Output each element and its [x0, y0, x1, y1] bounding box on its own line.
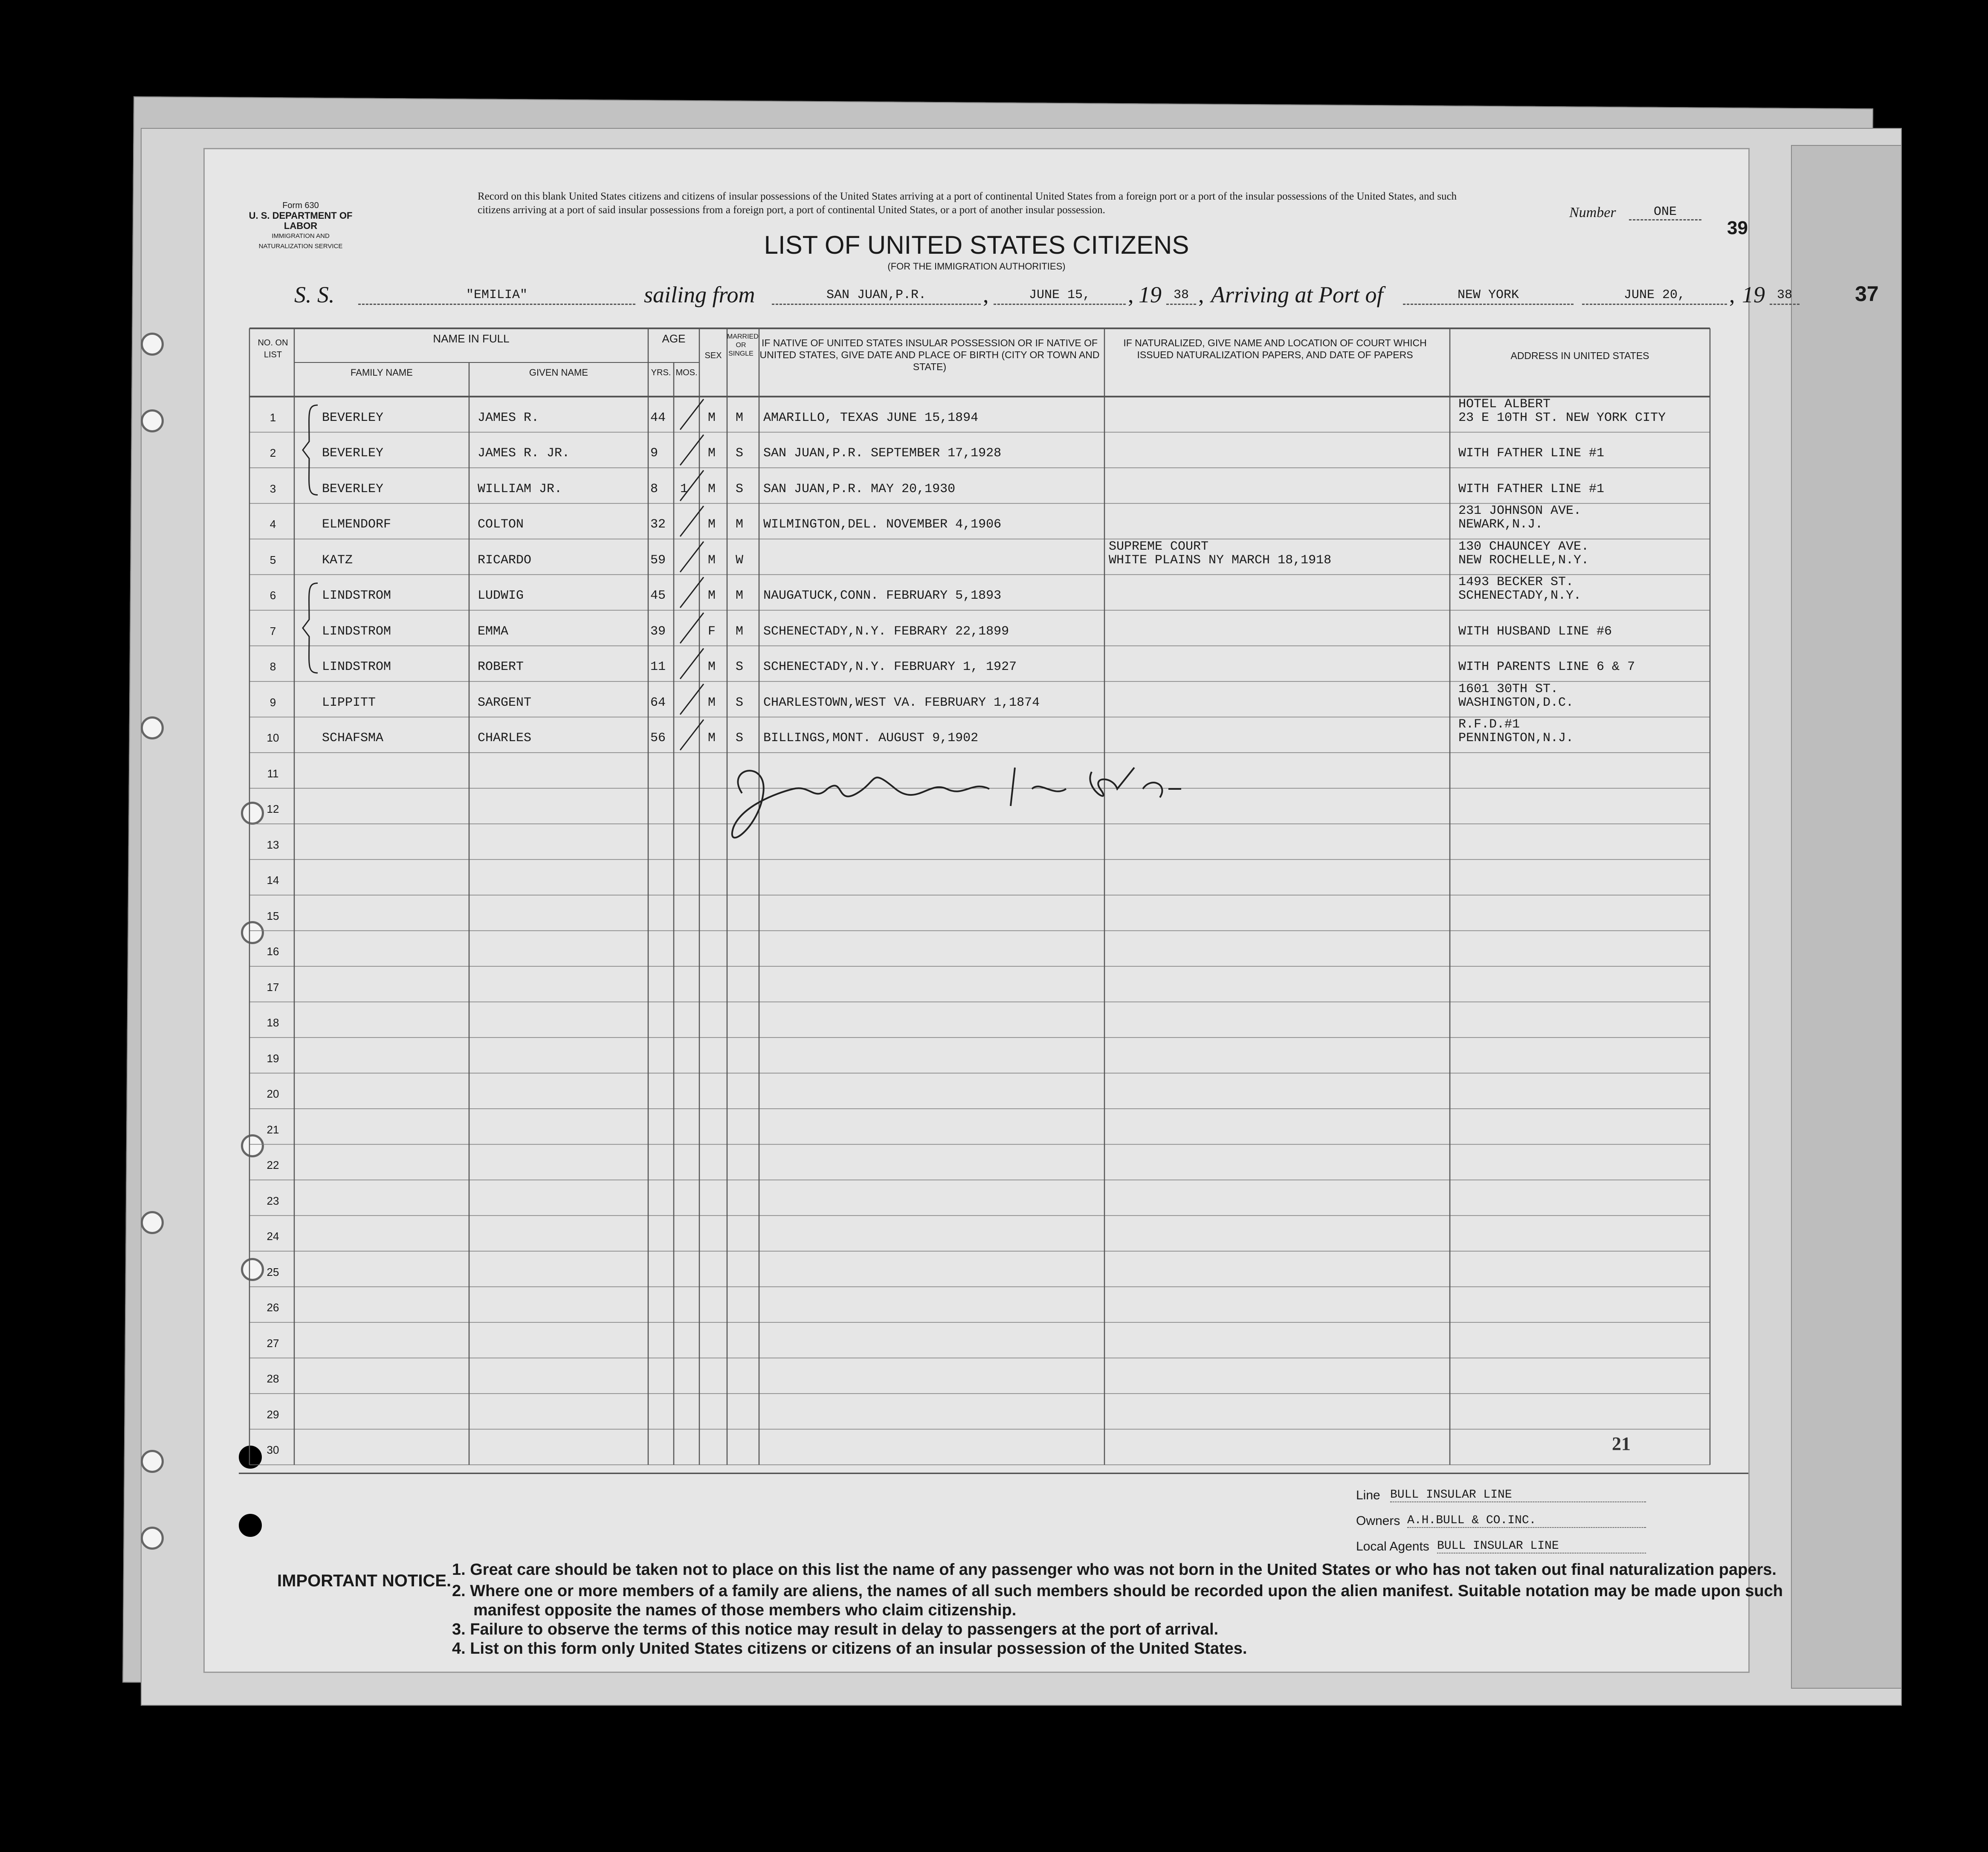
- family-name: KATZ: [322, 553, 353, 568]
- birth-place-date: SAN JUAN,P.R. SEPTEMBER 17,1928: [763, 446, 1002, 461]
- year-prefix: 19: [1139, 282, 1162, 307]
- notice-1: 1. Great care should be taken not to place on this list the name of any passenger who was not born in the United States or who has not taken out final naturalization papers.: [452, 1561, 1776, 1579]
- service: IMMIGRATION AND NATURALIZATION SERVICE: [258, 232, 343, 250]
- ship-name: "EMILIA": [358, 287, 635, 305]
- address-line-1: 1601 30TH ST.: [1458, 681, 1559, 696]
- row-number: 2: [270, 446, 276, 460]
- given-name: LUDWIG: [478, 588, 524, 603]
- address-line-1: R.F.D.#1: [1458, 717, 1520, 732]
- age-years: 45: [650, 588, 666, 603]
- sailing-from-port: SAN JUAN,P.R.: [772, 287, 981, 305]
- department: U. S. DEPARTMENT OF LABOR: [249, 210, 353, 231]
- address-line-2: 23 E 10TH ST. NEW YORK CITY: [1458, 410, 1666, 425]
- marital-status: S: [736, 660, 744, 675]
- birth-place-date: SCHENECTADY,N.Y. FEBRARY 22,1899: [763, 624, 1009, 639]
- row-number: 20: [267, 1087, 279, 1101]
- row-number: 13: [267, 838, 279, 851]
- notice-2: 2. Where one or more members of a family are aliens, the names of all such members should be recorded upon the alien manifest. Suitable notation may be made upon such: [452, 1582, 1783, 1600]
- row-number: 9: [270, 696, 276, 709]
- row-number: 19: [267, 1052, 279, 1065]
- header-married-single: MARRIED OR SINGLE: [727, 333, 759, 357]
- family-name: BEVERLEY: [322, 481, 384, 496]
- given-name: RICARDO: [478, 553, 532, 568]
- sail-date: JUNE 15,: [994, 287, 1126, 305]
- family-name: SCHAFSMA: [322, 731, 384, 746]
- header-sex: SEX: [704, 351, 722, 360]
- line-value: BULL INSULAR LINE: [1390, 1488, 1646, 1502]
- binder-hole: [141, 1211, 164, 1234]
- page-stamp: 21: [1612, 1433, 1631, 1454]
- arrival-port: NEW YORK: [1403, 287, 1574, 305]
- header-birth: IF NATIVE OF UNITED STATES INSULAR POSSESSION OR IF NATIVE OF UNITED STATES, GIVE DATE AND PLACE OF BIRTH (CITY OR TOWN AND STATE): [759, 337, 1100, 372]
- line-label: Line: [1356, 1488, 1380, 1502]
- sailing-from-label: sailing from: [644, 282, 755, 307]
- family-bracket: [303, 583, 318, 673]
- tick-mark: [680, 649, 704, 679]
- address-line-2: PENNINGTON,N.J.: [1458, 731, 1574, 746]
- address-line-2: WITH PARENTS LINE 6 & 7: [1458, 660, 1635, 675]
- header-name-in-full: NAME IN FULL: [433, 332, 510, 345]
- address-line-1: 231 JOHNSON AVE.: [1458, 504, 1582, 519]
- address-line-2: WITH FATHER LINE #1: [1458, 481, 1605, 496]
- tick-mark: [680, 399, 704, 430]
- agents-value: BULL INSULAR LINE: [1437, 1539, 1646, 1553]
- given-name: CHARLES: [478, 731, 532, 746]
- address-line-2: NEW ROCHELLE,N.Y.: [1458, 553, 1589, 568]
- header-address: ADDRESS IN UNITED STATES: [1510, 350, 1649, 361]
- age-years: 9: [650, 446, 658, 461]
- number-label: Number: [1569, 205, 1616, 220]
- marital-status: S: [736, 731, 744, 746]
- sex: M: [708, 446, 716, 461]
- address-line-2: WITH HUSBAND LINE #6: [1458, 624, 1612, 639]
- binder-hole: [141, 1450, 164, 1473]
- family-name: BEVERLEY: [322, 410, 384, 425]
- row-number: 1: [270, 411, 276, 424]
- family-name: ELMENDORF: [322, 517, 391, 532]
- family-name: LINDSTROM: [322, 624, 391, 639]
- given-name: EMMA: [478, 624, 509, 639]
- marital-status: M: [736, 624, 744, 639]
- row-number: 30: [267, 1443, 279, 1457]
- age-years: 39: [650, 624, 666, 639]
- corner-page-number: 39: [1727, 217, 1748, 238]
- notice-4: 4. List on this form only United States citizens or citizens of an insular possession of the United States.: [452, 1640, 1247, 1658]
- form-subtitle: (FOR THE IMMIGRATION AUTHORITIES): [887, 261, 1066, 272]
- sex: M: [708, 517, 716, 532]
- given-name: SARGENT: [478, 695, 532, 710]
- binder-hole: [141, 409, 164, 432]
- tick-mark: [680, 720, 704, 751]
- given-name: WILLIAM JR.: [478, 481, 562, 496]
- tick-mark: [680, 542, 704, 572]
- family-name: LIPPITT: [322, 695, 376, 710]
- sex: M: [708, 553, 716, 568]
- row-number: 14: [267, 874, 279, 887]
- tick-mark: [680, 435, 704, 466]
- age-years: 32: [650, 517, 666, 532]
- row-number: 12: [267, 803, 279, 816]
- row-number: 26: [267, 1301, 279, 1314]
- family-bracket: [303, 405, 318, 495]
- notice-2-cont: manifest opposite the names of those members who claim citizenship.: [473, 1601, 1017, 1619]
- header-age: AGE: [662, 332, 686, 345]
- birth-place-date: BILLINGS,MONT. AUGUST 9,1902: [763, 731, 979, 746]
- arriving-label: Arriving at Port of: [1211, 282, 1383, 307]
- family-name: BEVERLEY: [322, 446, 384, 461]
- naturalization-details: WHITE PLAINS NY MARCH 18,1918: [1109, 553, 1332, 568]
- marital-status: M: [736, 410, 744, 425]
- sex: M: [708, 695, 716, 710]
- arrival-date: JUNE 20,: [1582, 287, 1727, 305]
- row-number: 29: [267, 1408, 279, 1421]
- birth-place-date: WILMINGTON,DEL. NOVEMBER 4,1906: [763, 517, 1002, 532]
- comma: ,: [1128, 282, 1134, 307]
- binder-hole: [141, 716, 164, 739]
- address-line-1: 130 CHAUNCEY AVE.: [1458, 539, 1589, 554]
- owners-value: A.H.BULL & CO.INC.: [1407, 1514, 1646, 1528]
- notice-3: 3. Failure to observe the terms of this notice may result in delay to passengers at the port of arrival.: [452, 1620, 1219, 1638]
- birth-place-date: NAUGATUCK,CONN. FEBRUARY 5,1893: [763, 588, 1002, 603]
- tick-mark: [680, 684, 704, 715]
- row-number: 22: [267, 1159, 279, 1172]
- address-line-2: WITH FATHER LINE #1: [1458, 446, 1605, 461]
- row-number: 6: [270, 589, 276, 602]
- tick-mark: [680, 506, 704, 537]
- naturalization-court: SUPREME COURT: [1109, 539, 1209, 554]
- address-line-2: SCHENECTADY,N.Y.: [1458, 588, 1582, 603]
- age-years: 59: [650, 553, 666, 568]
- age-years: 11: [650, 660, 666, 675]
- row-number: 21: [267, 1123, 279, 1136]
- given-name: JAMES R. JR.: [478, 446, 570, 461]
- family-name: LINDSTROM: [322, 660, 391, 675]
- row-number: 7: [270, 624, 276, 638]
- marital-status: M: [736, 588, 744, 603]
- age-months: 1: [680, 481, 688, 496]
- age-years: 8: [650, 481, 658, 496]
- number-value: ONE: [1629, 205, 1701, 220]
- ss-label: S. S.: [294, 282, 335, 307]
- row-number: 23: [267, 1194, 279, 1207]
- notice-label: IMPORTANT NOTICE.: [277, 1571, 452, 1590]
- sex: M: [708, 588, 716, 603]
- comma: ,: [1198, 282, 1204, 307]
- row-number: 25: [267, 1265, 279, 1278]
- header-naturalized: IF NATURALIZED, GIVE NAME AND LOCATION OF COURT WHICH ISSUED NATURALIZATION PAPERS, AND DATE OF PAPERS: [1123, 337, 1427, 360]
- instructions: Record on this blank United States citizens and citizens of insular possessions of the United States arriving at a port of continental United States from a foreign port or a port of the insular possessions of the United States, and such citizens arriving at a port of said insular possessions from a foreign port, a port of continental United States, or a port of another insular possession.: [478, 191, 1457, 216]
- age-years: 44: [650, 410, 666, 425]
- sail-year: 38: [1166, 287, 1196, 305]
- comma: ,: [1729, 282, 1735, 307]
- row-number: 4: [270, 518, 276, 531]
- header-no-on-list: NO. ON LIST: [258, 338, 288, 359]
- row-number: 5: [270, 553, 276, 566]
- header-yrs: YRS.: [651, 368, 671, 377]
- inspector-signature: [716, 742, 1185, 861]
- manifest-sheet: [205, 149, 1879, 1672]
- agents-label: Local Agents: [1356, 1539, 1429, 1553]
- year-prefix: 19: [1742, 282, 1765, 307]
- address-line-2: NEWARK,N.J.: [1458, 517, 1543, 532]
- row-number: 10: [267, 731, 279, 745]
- birth-place-date: SAN JUAN,P.R. MAY 20,1930: [763, 481, 956, 496]
- tick-mark: [680, 613, 704, 643]
- row-number: 28: [267, 1372, 279, 1385]
- row-number: 15: [267, 909, 279, 922]
- address-line-1: 1493 BECKER ST.: [1458, 575, 1574, 590]
- address-line-2: WASHINGTON,D.C.: [1458, 695, 1574, 710]
- family-name: LINDSTROM: [322, 588, 391, 603]
- birth-place-date: CHARLESTOWN,WEST VA. FEBRUARY 1,1874: [763, 695, 1040, 710]
- owners-label: Owners: [1356, 1514, 1400, 1528]
- marital-status: S: [736, 695, 744, 710]
- arrival-year: 38: [1770, 287, 1800, 305]
- form-number: Form 630: [282, 201, 319, 210]
- sex: F: [708, 624, 716, 639]
- sex: M: [708, 410, 716, 425]
- header-given-name: GIVEN NAME: [529, 367, 588, 378]
- given-name: COLTON: [478, 517, 524, 532]
- given-name: ROBERT: [478, 660, 524, 675]
- age-years: 56: [650, 731, 666, 746]
- row-number: 11: [267, 767, 279, 780]
- row-number: 16: [267, 945, 279, 958]
- marital-status: S: [736, 481, 744, 496]
- tick-mark: [680, 577, 704, 608]
- sex: M: [708, 731, 716, 746]
- row-number: 18: [267, 1016, 279, 1029]
- address-line-1: HOTEL ALBERT: [1458, 397, 1551, 412]
- comma: ,: [983, 282, 989, 307]
- row-number: 8: [270, 660, 276, 673]
- sex: M: [708, 481, 716, 496]
- age-years: 64: [650, 695, 666, 710]
- header-mos: MOS.: [675, 368, 698, 377]
- marital-status: S: [736, 446, 744, 461]
- corner-page-number: 37: [1855, 282, 1879, 306]
- form-title: LIST OF UNITED STATES CITIZENS: [764, 231, 1189, 259]
- marital-status: W: [736, 553, 744, 568]
- birth-place-date: AMARILLO, TEXAS JUNE 15,1894: [763, 410, 979, 425]
- marital-status: M: [736, 517, 744, 532]
- row-number: 17: [267, 980, 279, 994]
- binder-hole: [141, 333, 164, 356]
- given-name: JAMES R.: [478, 410, 539, 425]
- row-number: 24: [267, 1230, 279, 1243]
- sex: M: [708, 660, 716, 675]
- birth-place-date: SCHENECTADY,N.Y. FEBRUARY 1, 1927: [763, 660, 1017, 675]
- binder-hole: [141, 1527, 164, 1550]
- row-number: 27: [267, 1336, 279, 1350]
- header-family-name: FAMILY NAME: [351, 367, 413, 378]
- row-number: 3: [270, 482, 276, 495]
